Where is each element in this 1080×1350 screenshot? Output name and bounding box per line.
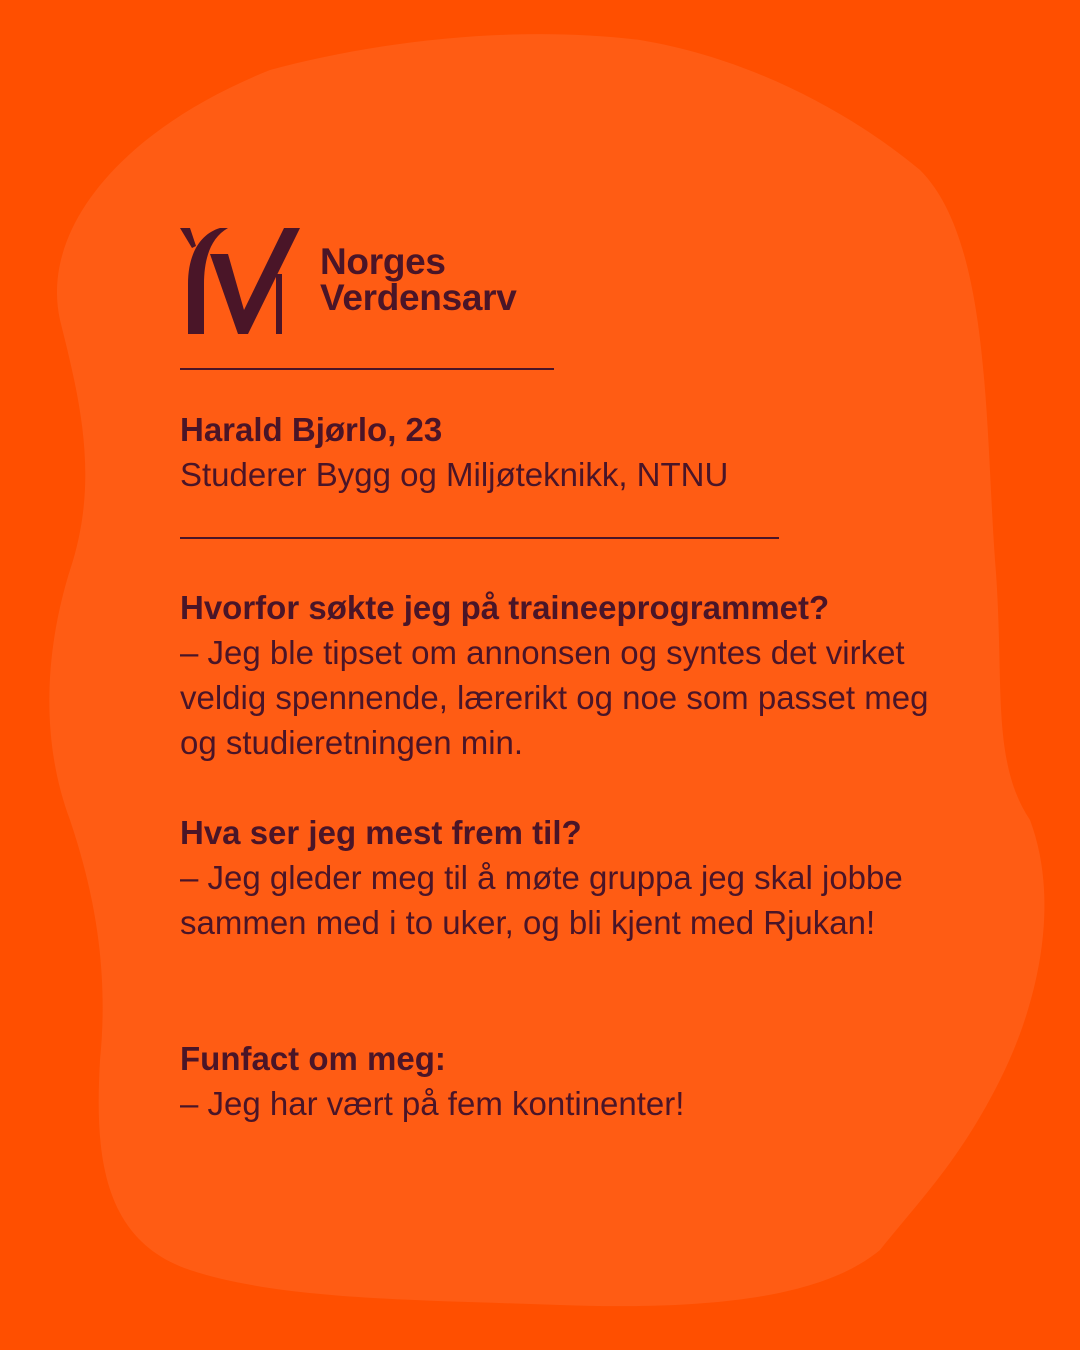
logo-line-2: Verdensarv (320, 277, 517, 318)
question: Hva ser jeg mest frem til? (180, 814, 582, 851)
question: Funfact om meg: (180, 1040, 446, 1077)
logo (180, 224, 560, 344)
logo-wordmark (320, 241, 517, 318)
qa-item (180, 1036, 940, 1126)
answer: – Jeg gleder meg til å møte gruppa jeg skal jobbe sammen med i to uker, og bli kjent med Rjukan! (180, 859, 903, 941)
answer: – Jeg har vært på fem kontinenter! (180, 1085, 685, 1122)
person-info (180, 407, 728, 497)
divider-top (180, 368, 554, 370)
qa-item (180, 585, 940, 765)
qa-item (180, 810, 940, 945)
norges-verdensarv-mark-icon (180, 224, 302, 336)
question: Hvorfor søkte jeg på traineeprogrammet? (180, 589, 830, 626)
person-name: Harald Bjørlo, 23 (180, 411, 443, 448)
person-study: Studerer Bygg og Miljøteknikk, NTNU (180, 456, 729, 493)
answer: – Jeg ble tipset om annonsen og syntes det virket veldig spennende, lærerikt og noe som passet meg og studieretningen min. (180, 634, 929, 761)
divider-middle (180, 537, 779, 539)
logo-line-1: Norges (320, 241, 446, 282)
